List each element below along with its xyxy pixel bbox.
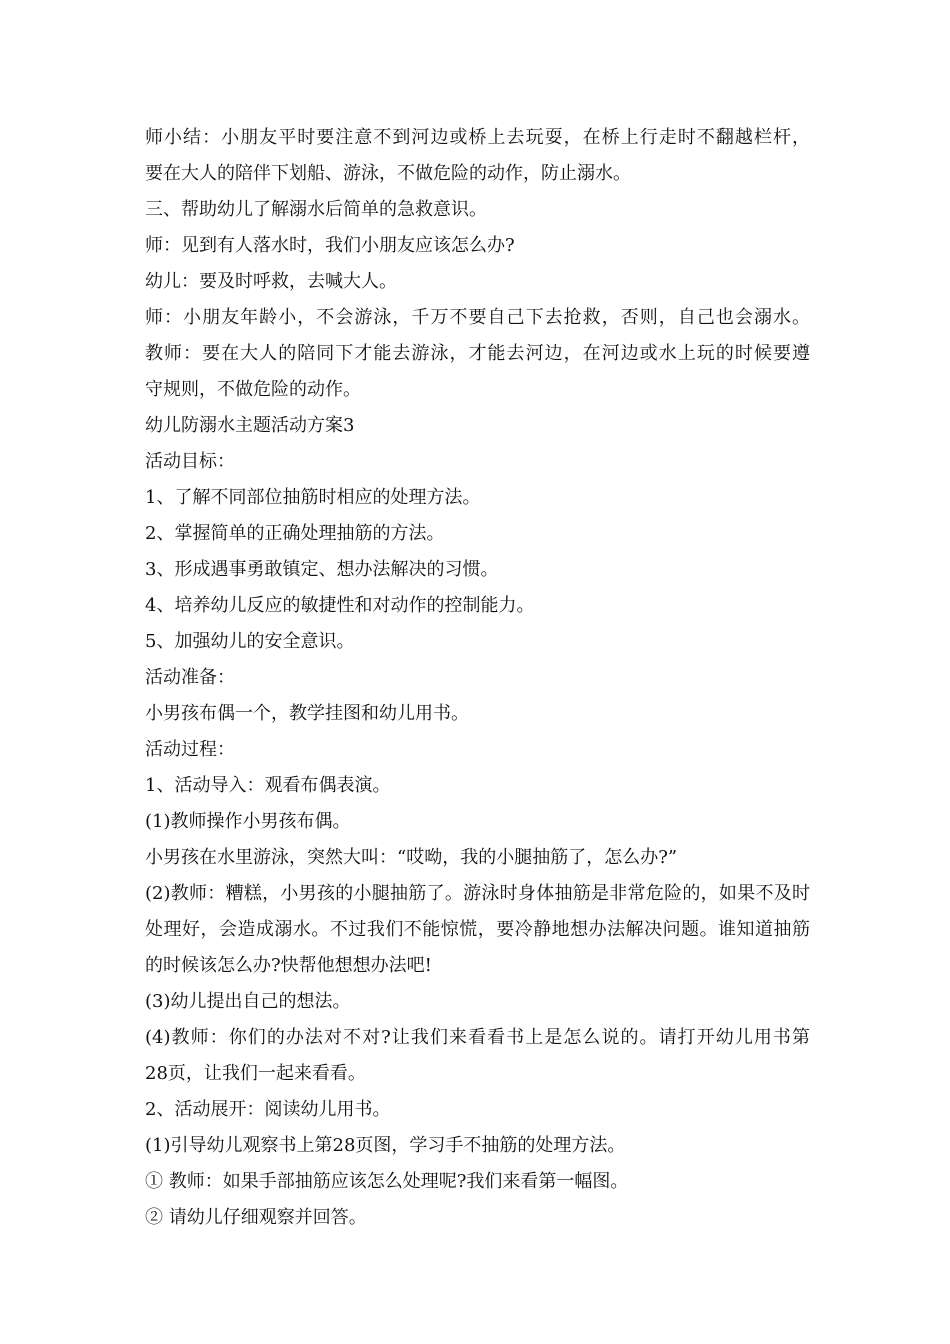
text-line: 2、活动展开：阅读幼儿用书。 [145,1099,391,1120]
text-line: 师：小朋友年龄小，不会游泳，千万不要自己下去抢救，否则，自己也会溺水。 [145,307,810,328]
text-line: 幼儿防溺水主题活动方案3 [145,415,355,436]
text-line: (1)教师操作小男孩布偶。 [145,811,351,832]
text-line: 幼儿：要及时呼救，去喊大人。 [145,271,397,292]
text-line: (1)引导幼儿观察书上第28页图，学习手不抽筋的处理方法。 [145,1135,626,1156]
text-line: 1、活动导入：观看布偶表演。 [145,775,391,796]
text-line: ① 教师：如果手部抽筋应该怎么处理呢?我们来看第一幅图。 [145,1171,629,1192]
text-line: 小男孩布偶一个，教学挂图和幼儿用书。 [145,703,469,724]
text-line: 小男孩在水里游泳，突然大叫：“哎呦，我的小腿抽筋了，怎么办?” [145,847,678,868]
text-line: 活动准备： [145,667,235,688]
text-line: 师小结：小朋友平时要注意不到河边或桥上去玩耍，在桥上行走时不翻越栏杆， [145,127,810,148]
text-line: 教师：要在大人的陪同下才能去游泳，才能去河边，在河边或水上玩的时候要遵 [145,343,810,364]
text-line: 4、培养幼儿反应的敏捷性和对动作的控制能力。 [145,595,535,616]
text-line: (3)幼儿提出自己的想法。 [145,991,351,1012]
text-line: 活动过程： [145,739,235,760]
text-line: 师：见到有人落水时，我们小朋友应该怎么办? [145,235,515,256]
text-line: 3、形成遇事勇敢镇定、想办法解决的习惯。 [145,559,499,580]
text-line: 处理好，会造成溺水。不过我们不能惊慌，要冷静地想办法解决问题。谁知道抽筋 [145,919,810,940]
text-line: (4)教师：你们的办法对不对?让我们来看看书上是怎么说的。请打开幼儿用书第 [145,1027,810,1048]
text-line: (2)教师：糟糕，小男孩的小腿抽筋了。游泳时身体抽筋是非常危险的，如果不及时 [145,883,810,904]
text-line: 三、帮助幼儿了解溺水后简单的急救意识。 [145,199,487,220]
text-line: 的时候该怎么办?快帮他想想办法吧! [145,955,432,976]
document-page [145,120,810,1236]
text-line: 活动目标： [145,451,235,472]
text-line: 5、加强幼儿的安全意识。 [145,631,355,652]
text-line: 2、掌握简单的正确处理抽筋的方法。 [145,523,445,544]
text-line: 28页，让我们一起来看看。 [145,1063,366,1084]
text-line: 1、了解不同部位抽筋时相应的处理方法。 [145,487,481,508]
text-line: 守规则，不做危险的动作。 [145,379,361,400]
text-line: ② 请幼儿仔细观察并回答。 [145,1207,367,1228]
text-line: 要在大人的陪伴下划船、游泳，不做危险的动作，防止溺水。 [145,163,631,184]
